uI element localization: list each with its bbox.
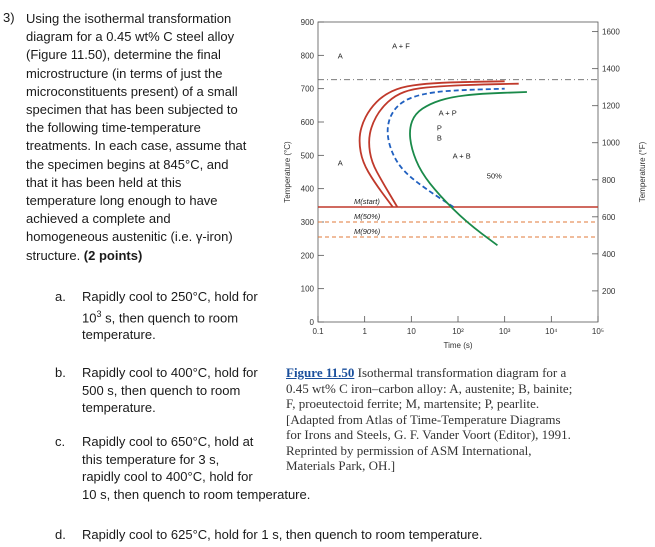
- question-line: that it has been held at this: [26, 174, 182, 190]
- y-tick-label: 100: [300, 284, 314, 294]
- question-line: structure. (2 points): [26, 247, 143, 263]
- region-label: A + B: [452, 151, 471, 161]
- question-line: diagram for a 0.45 wt% C steel alloy: [26, 29, 235, 45]
- part-b-line: Rapidly cool to 400°C, hold for: [82, 365, 258, 380]
- y2-tick-label: 1600: [602, 27, 620, 37]
- question-line: microconstituents present) of a small: [26, 83, 238, 99]
- x-tick-label: 10²: [452, 327, 464, 336]
- part-label: a.: [55, 289, 66, 304]
- x-tick-label: 10³: [498, 327, 511, 336]
- caption-line: F, proeutectoid ferrite; M, martensite; P, pearlite.: [286, 396, 540, 411]
- caption-line: [Adapted from Atlas of Time-Temperature Diagrams: [286, 411, 561, 427]
- part-a-line: Rapidly cool to 250°C, hold for: [82, 289, 258, 304]
- x-tick-label: 10⁴: [545, 327, 558, 336]
- y2-tick-label: 1000: [602, 138, 620, 148]
- y-tick-label: 0: [309, 318, 314, 327]
- y2-tick-label: 1200: [602, 101, 620, 111]
- y2-tick-label: 400: [602, 249, 616, 259]
- question-line: achieved a complete and: [26, 211, 171, 227]
- part-a-line: $10^3$ s, then quench to room: [82, 308, 239, 325]
- y-tick-label: 300: [300, 218, 314, 227]
- figure-caption: [286, 365, 646, 474]
- x-tick-label: 10: [406, 327, 416, 336]
- x-axis-label: Time (s): [443, 341, 473, 350]
- question-text: [26, 10, 274, 265]
- y-tick-label: 500: [300, 151, 314, 161]
- y2-axis-label: Temperature (°F): [638, 141, 647, 203]
- plot-frame: [318, 22, 598, 322]
- part-d-line: Rapidly cool to 625°C, hold for 1 s, then quench to room temperature.: [82, 527, 483, 542]
- y-tick-label: 400: [300, 184, 314, 194]
- question-line: treatments. In each case, assume that: [26, 138, 247, 154]
- isothermal-transformation-chart: [280, 10, 655, 355]
- part-c-line: this temperature for 3 s,: [82, 451, 220, 467]
- y-tick-label: 900: [300, 18, 314, 27]
- x-tick-label: 10⁵: [591, 327, 605, 336]
- region-label: A: [337, 158, 343, 168]
- region-label: 50%: [486, 171, 502, 181]
- y-tick-label: 700: [300, 84, 314, 94]
- region-label: P: [436, 123, 442, 133]
- part-label: c.: [55, 434, 66, 449]
- region-label: A + P: [438, 108, 457, 118]
- region-label: B: [436, 133, 442, 143]
- part-a-line: temperature.: [82, 327, 156, 343]
- points-label: (2 points): [83, 247, 143, 263]
- question-line: temperature long enough to have: [26, 193, 218, 209]
- y-tick-label: 600: [300, 118, 314, 127]
- region-label: A: [337, 51, 343, 61]
- region-label: A + F: [392, 41, 410, 51]
- part-c-line: 10 s, then quench to room temperature.: [82, 486, 311, 502]
- question-line: the following time-temperature: [26, 120, 201, 136]
- question-line: the specimen begins at 845°C, and: [26, 156, 229, 172]
- question-line: specimen that has been subjected to: [26, 102, 238, 118]
- martensite-label: M(50%): [354, 212, 381, 221]
- part-b-line: temperature.: [82, 400, 156, 415]
- martensite-label: M(start): [354, 197, 380, 206]
- question-line: homogeneous austenitic (i.e. γ-iron): [26, 229, 233, 245]
- question-number: 3): [3, 10, 15, 25]
- series-line: [369, 84, 519, 207]
- x-tick-label: 0.1: [312, 327, 324, 336]
- caption-line: Reprinted by permission of ASM International,: [286, 442, 532, 458]
- y-axis-label: Temperature (°C): [283, 141, 292, 203]
- y2-tick-label: 600: [602, 212, 616, 222]
- caption-line: Isothermal transformation diagram for a: [357, 365, 567, 380]
- series-line: [360, 81, 505, 207]
- question-line: (Figure 11.50), determine the final: [26, 47, 221, 63]
- y-tick-label: 800: [300, 51, 314, 61]
- caption-line: Materials Park, OH.]: [286, 458, 396, 473]
- part-c-line: Rapidly cool to 650°C, hold at: [82, 434, 254, 449]
- caption-line: 0.45 wt% C iron–carbon alloy: A, austenite; B, bainite;: [286, 380, 573, 396]
- series-line: [388, 89, 505, 207]
- x-tick-label: 1: [362, 327, 367, 336]
- y2-tick-label: 1400: [602, 64, 620, 74]
- y-tick-label: 200: [300, 251, 314, 261]
- y2-tick-label: 200: [602, 286, 616, 296]
- part-c-line: rapidly cool to 400°C, hold for: [82, 469, 253, 484]
- figure-label: Figure 11.50: [286, 365, 355, 380]
- y2-tick-label: 800: [602, 175, 616, 185]
- question-line: microstructure (in terms of just the: [26, 65, 223, 81]
- part-b-line: 500 s, then quench to room: [82, 382, 241, 398]
- part-label: d.: [55, 527, 66, 542]
- martensite-label: M(90%): [354, 227, 381, 236]
- question-line: Using the isothermal transformation: [26, 11, 232, 26]
- caption-line: for Irons and Steels, G. F. Vander Voort (Editor), 1991.: [286, 427, 571, 442]
- part-label: b.: [55, 365, 66, 380]
